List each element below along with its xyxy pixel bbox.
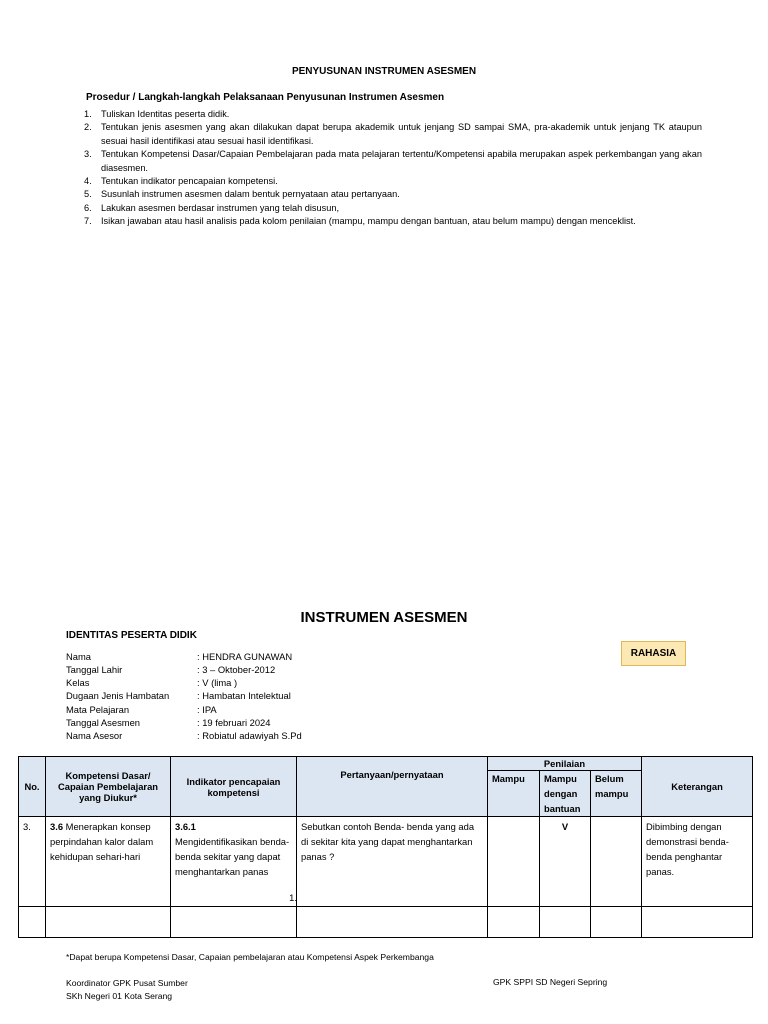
procedure-steps-list — [84, 108, 702, 229]
footer-signatory-left — [66, 977, 188, 1002]
header-keterangan: Keterangan — [642, 757, 753, 817]
footer-left-line1: Koordinator GPK Pusat Sumber — [66, 978, 188, 988]
table-row — [19, 817, 753, 907]
step-text: Tuliskan Identitas peserta didik. — [101, 109, 230, 119]
list-item — [84, 108, 702, 121]
confidential-badge: RAHASIA — [621, 641, 686, 666]
header-mampu-dengan-bantuan: Mampu dengan bantuan — [540, 771, 591, 817]
list-item — [84, 175, 702, 188]
identity-label-asesor: Nama Asesor — [66, 730, 123, 741]
identity-value-tanggal-asesmen: : 19 februari 2024 — [197, 717, 271, 728]
header-kompetensi: Kompetensi Dasar/ Capaian Pembelajaran yang Diukur* — [46, 757, 171, 817]
step-text: Tentukan jenis asesmen yang akan dilakukan dapat berupa akademik untuk jenjang SD sampai SMA, pra-akademik untuk jenjang TK ataupun sesuai hasil identifikasi atau sesuai hasil identifikasi. — [101, 122, 702, 146]
identity-value-hambatan: : Hambatan Intelektual — [197, 690, 291, 701]
header-pertanyaan: Pertanyaan/pernyataan — [297, 757, 488, 817]
page-title: PENYUSUNAN INSTRUMEN ASESMEN — [291, 66, 477, 77]
identity-value-nama: : HENDRA GUNAWAN — [197, 651, 293, 662]
step-number: 5. — [84, 189, 92, 200]
list-item — [84, 188, 702, 201]
header-belum-mampu: Belum mampu — [591, 771, 642, 817]
identity-value-kelas: : V (lima ) — [197, 677, 238, 688]
header-indikator: Indikator pencapaian kompetensi — [171, 757, 297, 817]
list-item — [84, 202, 702, 215]
empty-cell — [171, 907, 297, 938]
indicator-text: Mengidentifikasikan benda- benda sekitar yang dapat menghantarkan panas — [175, 836, 290, 877]
empty-cell — [46, 907, 171, 938]
footer-signatory-right: GPK SPPI SD Negeri Sepring — [493, 977, 608, 987]
footer-left-line2: SKh Negeri 01 Kota Serang — [66, 990, 173, 1001]
cell-no: 3. — [19, 817, 46, 907]
empty-cell — [19, 907, 46, 938]
cell-pertanyaan: Sebutkan contoh Benda- benda yang ada di sekitar kita yang dapat menghantarkan panas ? — [297, 817, 488, 907]
procedure-title: Prosedur / Langkah-langkah Pelaksanaan Penyusunan Instrumen Asesmen — [86, 92, 445, 103]
cell-indikator — [171, 817, 297, 907]
header-penilaian: Penilaian — [488, 757, 642, 771]
empty-cell — [591, 907, 642, 938]
table-row-empty — [19, 907, 753, 938]
step-text: Lakukan asesmen berdasar instrumen yang telah disusun, — [101, 202, 339, 213]
step-text: Tentukan Kompetensi Dasar/Capaian Pembelajaran pada mata pelajaran tertentu/Kompetensi apabila merupakan aspek perkembangan yang akan diasesmen. — [101, 149, 702, 173]
step-text: Tentukan indikator pencapaian kompetensi. — [101, 176, 278, 187]
step-number: 7. — [84, 216, 92, 227]
cell-belum-mampu — [591, 817, 642, 907]
step-text: Susunlah instrumen asesmen dalam bentuk pernyataan atau pertanyaan. — [101, 189, 400, 200]
identity-label-mata-pelajaran: Mata Pelajaran — [66, 704, 130, 715]
step-number: 2. — [84, 122, 92, 133]
cell-kompetensi — [46, 817, 171, 907]
list-item — [84, 148, 702, 175]
identity-value-mata-pelajaran: : IPA — [197, 704, 217, 715]
identitas-heading: IDENTITAS PESERTA DIDIK — [66, 630, 197, 641]
footnote: *Dapat berupa Kompetensi Dasar, Capaian pembelajaran atau Kompetensi Aspek Perkembanga — [66, 952, 434, 962]
empty-cell — [642, 907, 753, 938]
empty-cell — [540, 907, 591, 938]
indicator-code: 3.6.1 — [175, 821, 196, 832]
indicator-mark: 1. — [289, 892, 297, 903]
list-item — [84, 121, 702, 148]
instrumen-title: INSTRUMEN ASESMEN — [300, 609, 468, 626]
identity-label-kelas: Kelas — [66, 677, 90, 688]
identity-label-tanggal-asesmen: Tanggal Asesmen — [66, 717, 141, 728]
kd-text: Menerapkan konsep perpindahan kalor dalam kehidupan sehari-hari — [50, 821, 154, 862]
list-item — [84, 215, 702, 228]
identity-value-asesor: : Robiatul adawiyah S.Pd — [197, 730, 302, 741]
step-number: 4. — [84, 176, 92, 187]
step-text: Isikan jawaban atau hasil analisis pada kolom penilaian (mampu, mampu dengan bantuan, atau belum mampu) dengan menceklist. — [101, 216, 636, 227]
empty-cell — [297, 907, 488, 938]
step-number: 1. — [84, 109, 92, 119]
step-number: 6. — [84, 202, 92, 213]
identity-value-tanggal-lahir: : 3 – Oktober-2012 — [197, 664, 276, 675]
cell-keterangan: Dibimbing dengan demonstrasi benda-benda penghantar panas. — [642, 817, 753, 907]
header-no: No. — [19, 757, 46, 817]
identity-label-nama: Nama — [66, 651, 92, 662]
empty-cell — [488, 907, 540, 938]
cell-mampu-dengan-bantuan: V — [540, 817, 591, 907]
step-number: 3. — [84, 149, 92, 160]
identity-label-hambatan: Dugaan Jenis Hambatan — [66, 690, 170, 701]
header-mampu: Mampu — [488, 771, 540, 817]
identity-label-tanggal-lahir: Tanggal Lahir — [66, 664, 123, 675]
assessment-table — [18, 756, 753, 938]
kd-code: 3.6 — [50, 821, 64, 832]
cell-mampu — [488, 817, 540, 907]
